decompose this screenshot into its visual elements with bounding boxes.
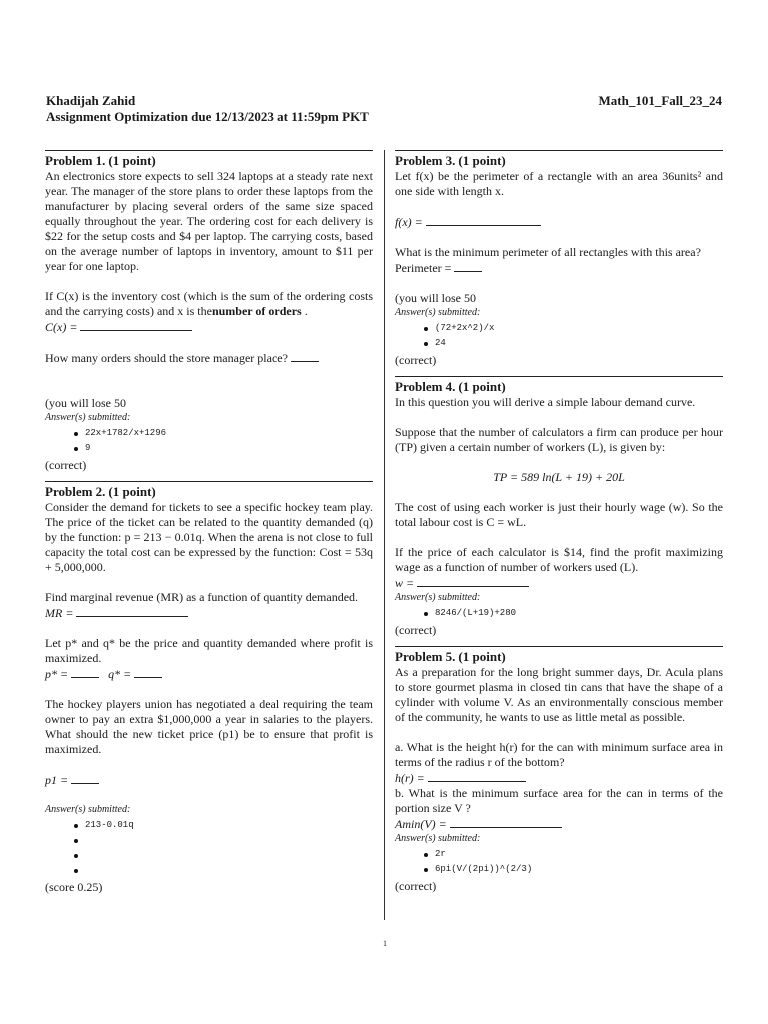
- fx-label: f(x) =: [395, 215, 423, 229]
- problem-4-answers-label: Answer(s) submitted:: [395, 592, 481, 603]
- problem-3: [395, 150, 723, 368]
- submitted-answer: 24: [435, 336, 723, 351]
- problem-3-question-2: What is the minimum perimeter of all rectangles with this area?: [395, 245, 701, 259]
- problem-3-heading: [395, 153, 723, 169]
- w-answer-blank[interactable]: [417, 575, 529, 587]
- p-star-answer-blank[interactable]: [71, 666, 99, 678]
- student-name: Khadijah Zahid: [46, 93, 136, 108]
- p1-label: p1 =: [45, 773, 69, 787]
- problem-1-answers-label: Answer(s) submitted:: [45, 412, 131, 423]
- submitted-answer: [85, 848, 373, 863]
- course-code: Math_101_Fall_23_24: [598, 93, 722, 108]
- problem-2-points: (1 point): [108, 484, 156, 499]
- submitted-answer: 8246/(L+19)+280: [435, 606, 723, 621]
- submitted-answer: 6pi(V/(2pi))^(2/3): [435, 862, 723, 877]
- submitted-answer: (72+2x^2)/x: [435, 321, 723, 336]
- amin-answer-blank[interactable]: [450, 816, 562, 828]
- problem-4-heading: [395, 379, 723, 395]
- fx-answer-blank[interactable]: [426, 214, 541, 226]
- problem-3-answers-label: Answer(s) submitted:: [395, 307, 481, 318]
- orders-question-row: [45, 350, 373, 366]
- problem-2-answers-label: Answer(s) submitted:: [45, 804, 131, 815]
- hr-label: h(r) =: [395, 771, 425, 785]
- problem-2-title: Problem 2.: [45, 484, 106, 499]
- problem-2-question-1: Find marginal revenue (MR) as a function of quantity demanded.: [45, 590, 359, 604]
- problem-5-answers: [395, 847, 723, 877]
- problem-3-status: (correct): [395, 353, 437, 367]
- problem-1-points: (1 point): [108, 153, 156, 168]
- submitted-answer: 9: [85, 441, 373, 456]
- submitted-answer: 22x+1782/x+1296: [85, 426, 373, 441]
- problem-4-status: (correct): [395, 623, 437, 637]
- problem-2: [45, 481, 373, 895]
- perimeter-label: Perimeter =: [395, 261, 452, 275]
- submitted-answer: [85, 863, 373, 878]
- mr-answer-blank[interactable]: [76, 605, 188, 617]
- problem-4-intro: In this question you will derive a simple labour demand curve.: [395, 395, 696, 409]
- problem-3-lose-note: (you will lose 50: [395, 291, 476, 305]
- problem-2-question-2: Let p* and q* be the price and quantity demanded where profit is maximized.: [45, 636, 373, 665]
- amin-answer-row: [395, 816, 723, 832]
- page-number: 1: [383, 939, 387, 948]
- p1-answer-row: [45, 772, 373, 788]
- problem-2-text: Consider the demand for tickets to see a specific hockey team play. The price of the ticket can be related to the quantity demanded (q) by the function: p = 213 − 0.01q. When the arena is not close to full capacity the total cost can be expressed by the function: Cost = 53q + 5,000,000.: [45, 500, 373, 574]
- hr-answer-blank[interactable]: [428, 770, 526, 782]
- mr-label: MR =: [45, 606, 74, 620]
- column-divider: [384, 150, 385, 920]
- problem-4: [395, 376, 723, 638]
- problem-2-question-3: The hockey players union has negotiated a deal requiring the team owner to pay an extra $1,000,000 a year in salaries to the players. What should the new ticket price (p1) be to ensure that profit is maximized.: [45, 697, 373, 756]
- w-answer-row: [395, 575, 723, 591]
- submitted-answer: [85, 833, 373, 848]
- p-star-label: p* =: [45, 667, 69, 681]
- problem-1-text: An electronics store expects to sell 324 laptops at a steady rate next year. The manager of the store plans to order these laptops from the manufacturer by placing several orders of the same size spaced equally throughout the year. The ordering cost for each delivery is $22 for the setup costs and $4 per laptop. The carrying costs, based on the average number of laptops in inventory, amount to $11 per year for one laptop.: [45, 169, 373, 273]
- problem-3-points: (1 point): [458, 153, 506, 168]
- pq-answer-row: [45, 666, 373, 682]
- problem-4-title: Problem 4.: [395, 379, 456, 394]
- problem-3-answers: [395, 321, 723, 351]
- problem-2-status: (score 0.25): [45, 880, 103, 894]
- problem-5-question-a: a. What is the height h(r) for the can with minimum surface area in terms of the radius r of the bottom?: [395, 740, 723, 769]
- left-column: [45, 150, 373, 895]
- fx-answer-row: [395, 214, 723, 230]
- problem-2-answers: [45, 818, 373, 878]
- problem-1-heading: [45, 153, 373, 169]
- problem-5-answers-label: Answer(s) submitted:: [395, 833, 481, 844]
- problem-1-answers: [45, 426, 373, 456]
- hr-answer-row: [395, 770, 723, 786]
- problem-4-answers: [395, 606, 723, 621]
- cx-answer-row: [45, 319, 373, 335]
- problem-4-points: (1 point): [458, 379, 506, 394]
- q-star-answer-blank[interactable]: [134, 666, 162, 678]
- tp-equation: TP = 589 ln(L + 19) + 20L: [493, 470, 625, 484]
- cx-answer-blank[interactable]: [80, 319, 192, 331]
- perimeter-answer-row: [395, 260, 723, 276]
- problem-2-heading: [45, 484, 373, 500]
- problem-5-heading: [395, 649, 723, 665]
- cx-label: C(x) =: [45, 320, 78, 334]
- header-left: [46, 93, 369, 125]
- perimeter-answer-blank[interactable]: [454, 260, 482, 272]
- problem-1-title: Problem 1.: [45, 153, 106, 168]
- q-star-label: q* =: [108, 667, 132, 681]
- problem-1: [45, 150, 373, 473]
- amin-label: Amin(V) =: [395, 817, 447, 831]
- problem-5-text: As a preparation for the long bright summer days, Dr. Acula plans to store gourmet plasma in closed tin cans that have the shape of a cylinder with volume V. As an environmentally conscious member of the community, he wants to use as little metal as possible.: [395, 665, 723, 724]
- problem-5: [395, 646, 723, 894]
- right-column: [395, 150, 723, 894]
- w-label: w =: [395, 576, 415, 590]
- submitted-answer: 213-0.01q: [85, 818, 373, 833]
- submitted-answer: 2r: [435, 847, 723, 862]
- orders-answer-blank[interactable]: [291, 350, 319, 362]
- orders-question: How many orders should the store manager place?: [45, 351, 288, 365]
- problem-1-question-1: If C(x) is the inventory cost (which is the sum of the ordering costs and the carrying costs) and x is thenumber of orders .: [45, 289, 373, 318]
- assignment-title: Assignment Optimization due 12/13/2023 at 11:59pm PKT: [46, 109, 369, 124]
- problem-4-text: Suppose that the number of calculators a firm can produce per hour (TP) given a certain number of workers (L), is given by:: [395, 425, 723, 454]
- problem-4-cost-text: The cost of using each worker is just their hourly wage (w). So the total labour cost is C = wL.: [395, 500, 723, 529]
- p1-answer-blank[interactable]: [71, 772, 99, 784]
- problem-5-status: (correct): [395, 879, 437, 893]
- problem-5-title: Problem 5.: [395, 649, 456, 664]
- problem-1-lose-note: (you will lose 50: [45, 396, 126, 410]
- problem-5-points: (1 point): [458, 649, 506, 664]
- problem-5-question-b: b. What is the minimum surface area for the can in terms of the portion size V ?: [395, 786, 723, 815]
- mr-answer-row: [45, 605, 373, 621]
- problem-3-title: Problem 3.: [395, 153, 456, 168]
- problem-4-question: If the price of each calculator is $14, find the profit maximizing wage as a function of number of workers used (L).: [395, 545, 723, 574]
- number-of-orders-emphasis: number of orders: [211, 304, 302, 318]
- problem-3-text: Let f(x) be the perimeter of a rectangle with an area 36units² and one side with length x.: [395, 169, 723, 198]
- problem-1-status: (correct): [45, 458, 87, 472]
